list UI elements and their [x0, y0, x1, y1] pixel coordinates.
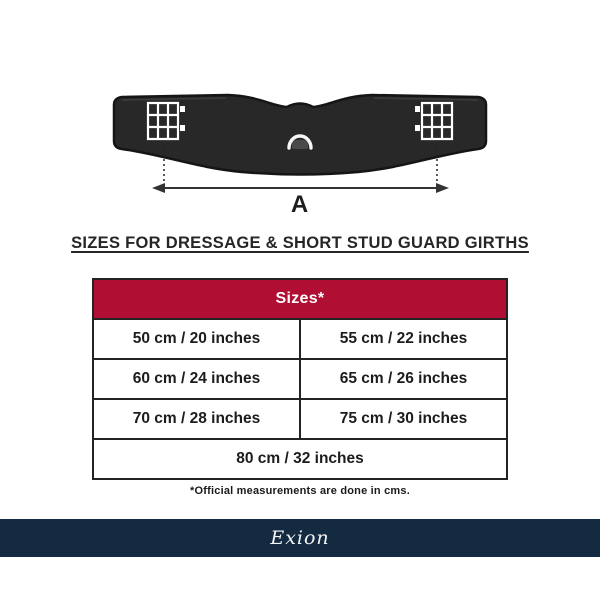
table-row: [93, 399, 507, 439]
footnote: *Official measurements are done in cms.: [190, 485, 410, 497]
sizes-table: [92, 278, 508, 480]
table-header-row: [93, 279, 507, 319]
size-cell: 65 cm / 26 inches: [300, 359, 507, 399]
page-title: SIZES FOR DRESSAGE & SHORT STUD GUARD GIRTHS: [71, 234, 529, 252]
size-cell-full-width: 80 cm / 32 inches: [93, 439, 507, 479]
measurement-label: A: [290, 191, 310, 218]
table-row: [93, 359, 507, 399]
size-cell: 60 cm / 24 inches: [93, 359, 300, 399]
brand-footer-bar: [0, 519, 600, 557]
girth-diagram: [110, 92, 490, 198]
size-cell: 55 cm / 22 inches: [300, 319, 507, 359]
table-row: [93, 319, 507, 359]
brand-logo: Exion: [270, 527, 330, 549]
table-row: [93, 439, 507, 479]
size-cell: 50 cm / 20 inches: [93, 319, 300, 359]
size-cell: 70 cm / 28 inches: [93, 399, 300, 439]
size-cell: 75 cm / 30 inches: [300, 399, 507, 439]
table-header-cell: Sizes*: [93, 279, 507, 319]
